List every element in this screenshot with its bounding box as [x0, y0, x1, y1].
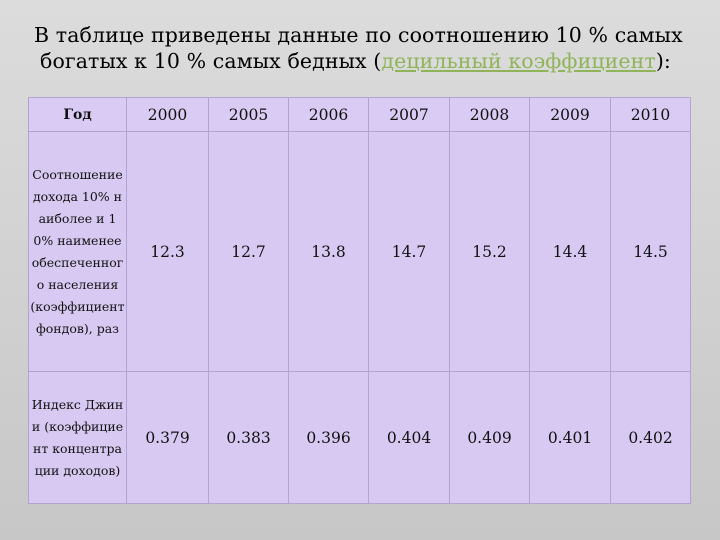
decile-coefficient-link[interactable]: децильный коэффициент: [381, 49, 656, 73]
header-2007: 2007: [369, 98, 450, 132]
table-row-funds-ratio: [29, 132, 691, 372]
header-2010: 2010: [611, 98, 691, 132]
header-2009: 2009: [530, 98, 611, 132]
table-cell: 15.2: [450, 132, 530, 372]
title-line-2-suffix: ):: [655, 49, 671, 73]
title-line-2-prefix: богатых к 10 % самых бедных (: [40, 49, 382, 73]
table-row-gini: [29, 372, 691, 504]
title-line-2: [34, 48, 684, 74]
table-cell: 0.402: [611, 372, 691, 504]
table-cell: 12.3: [127, 132, 209, 372]
table-cell: 0.404: [369, 372, 450, 504]
header-year: Год: [29, 98, 127, 132]
table-cell: 13.8: [289, 132, 369, 372]
title-line-1: В таблице приведены данные по соотношению 10 % самых: [34, 23, 683, 47]
row-label-funds-ratio: Соотношение дохода 10% наиболее и 10% наименее обеспеченного населения (коэффициент фондов), раз: [29, 132, 127, 372]
table-cell: 0.401: [530, 372, 611, 504]
table-cell: 14.7: [369, 132, 450, 372]
table-cell: 14.4: [530, 132, 611, 372]
header-2008: 2008: [450, 98, 530, 132]
header-2000: 2000: [127, 98, 209, 132]
slide-title: [34, 22, 684, 74]
table-cell: 0.409: [450, 372, 530, 504]
table-cell: 14.5: [611, 132, 691, 372]
row-label-gini: Индекс Джини (коэффициент концентрации доходов): [29, 372, 127, 504]
table-cell: 12.7: [209, 132, 289, 372]
header-2006: 2006: [289, 98, 369, 132]
header-row: [29, 98, 691, 132]
table-cell: 0.379: [127, 372, 209, 504]
table-cell: 0.383: [209, 372, 289, 504]
header-2005: 2005: [209, 98, 289, 132]
inequality-table: [28, 97, 691, 504]
table-cell: 0.396: [289, 372, 369, 504]
